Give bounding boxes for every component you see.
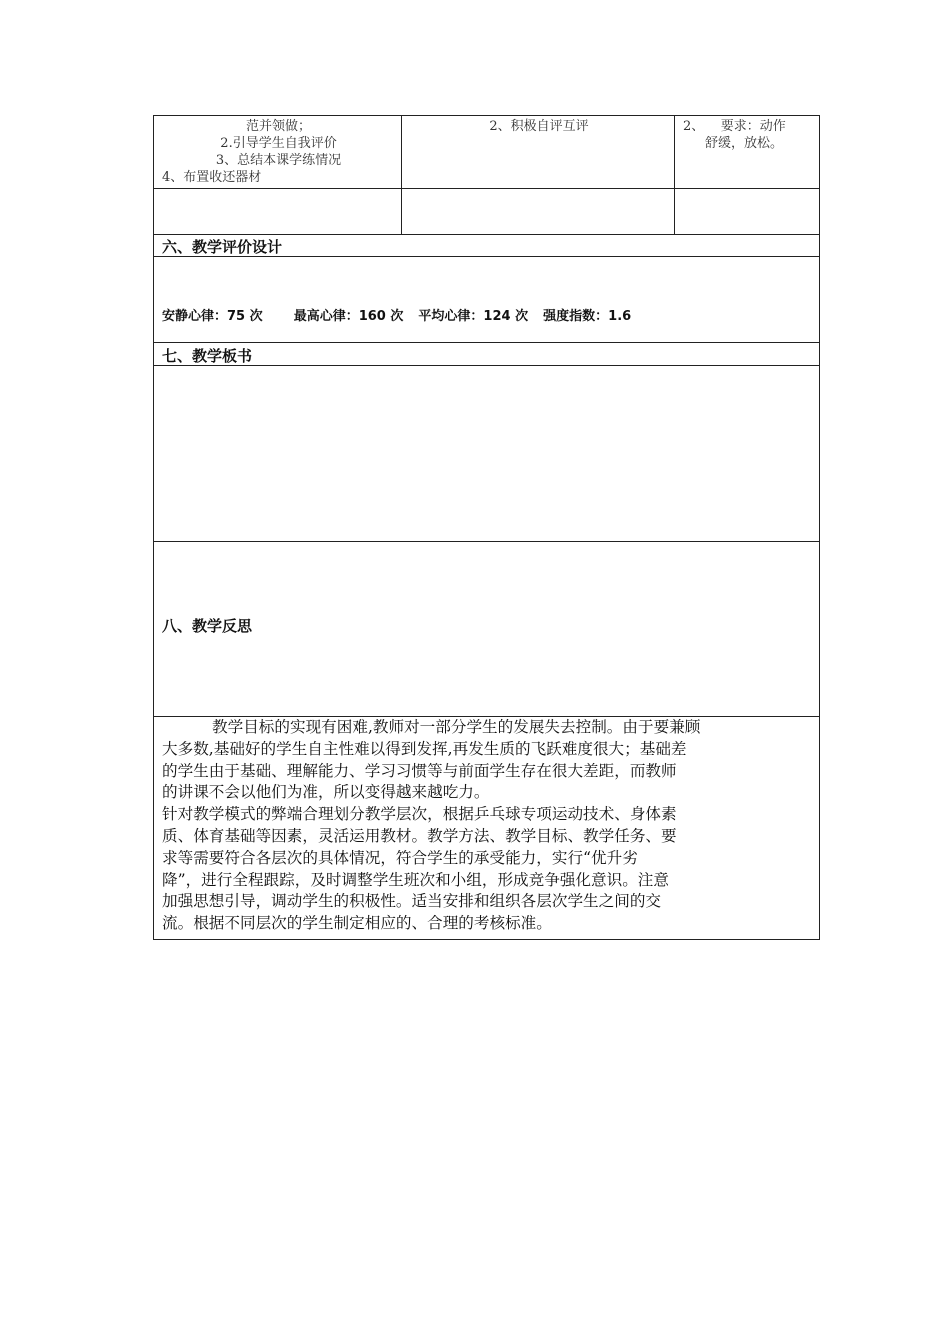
reflection-line: 加强思想引导，调动学生的积极性。适当安排和组织各层次学生之间的交	[162, 892, 662, 911]
reflection-line: 降”，进行全程跟踪，及时调整学生班次和小组，形成竞争强化意识。注意	[162, 870, 669, 889]
empty-cell	[401, 188, 675, 235]
section-8-heading: 八、教学反思	[162, 617, 253, 635]
requirement-line: 舒缓，放松。	[705, 136, 784, 151]
empty-cell	[153, 188, 402, 235]
reflection-line: 流。根据不同层次的学生制定相应的、合理的考核标准。	[162, 914, 552, 933]
max-heart-rate: 最高心律：160 次	[293, 309, 404, 324]
section-7-heading: 七、教学板书	[162, 347, 253, 365]
requirement-text	[683, 118, 819, 152]
reflection-line: 质、体育基础等因素，灵活运用教材。教学方法、教学目标、教学任务、要	[162, 826, 677, 845]
reflection-line: 大多数,基础好的学生自主性难以得到发挥,再发生质的飞跃难度很大；基础差	[162, 739, 687, 758]
summary-step-line: 3、总结本课学练情况	[215, 153, 342, 168]
reflection-paragraph	[162, 717, 816, 935]
average-heart-rate: 平均心律：124 次	[418, 309, 529, 324]
reflection-line: 的学生由于基础、理解能力、学习习惯等与前面学生存在很大差距，而教师	[162, 761, 677, 780]
summary-steps-cell	[153, 115, 402, 189]
reflection-line: 的讲课不会以他们为准，所以变得越来越吃力。	[162, 783, 490, 802]
reflection-line: 教学目标的实现有困难,教师对一部分学生的发展失去控制。由于要兼顾	[212, 718, 701, 736]
summary-step-line: 4、布置收还器材	[162, 170, 262, 185]
section-6-header	[153, 234, 820, 257]
student-activity-text: 2、积极自评互评	[489, 119, 589, 134]
section-6-heading: 六、教学评价设计	[162, 238, 283, 256]
reflection-line: 针对教学模式的弊端合理划分教学层次，根据乒乓球专项运动技术、身体素	[162, 805, 677, 824]
section-7-header	[153, 342, 820, 366]
reflection-line: 求等需要符合各层次的具体情况，符合学生的承受能力，实行“优升劣	[162, 848, 638, 867]
summary-step-line: 2.引导学生自我评价	[220, 136, 337, 151]
student-activity-cell	[401, 115, 675, 189]
summary-step-line: 范并领做；	[245, 119, 311, 134]
summary-steps-text	[154, 118, 403, 186]
heart-rate-line	[162, 305, 631, 324]
section-8-content	[153, 716, 820, 940]
resting-heart-rate: 安静心律：75 次	[162, 309, 263, 324]
section-6-content	[153, 256, 820, 343]
requirement-cell	[674, 115, 820, 189]
section-8-header	[153, 541, 820, 717]
requirement-line: 2、 要求：动作	[683, 119, 786, 134]
empty-cell	[674, 188, 820, 235]
intensity-index: 强度指数：1.6	[543, 309, 632, 324]
section-7-content	[153, 365, 820, 542]
